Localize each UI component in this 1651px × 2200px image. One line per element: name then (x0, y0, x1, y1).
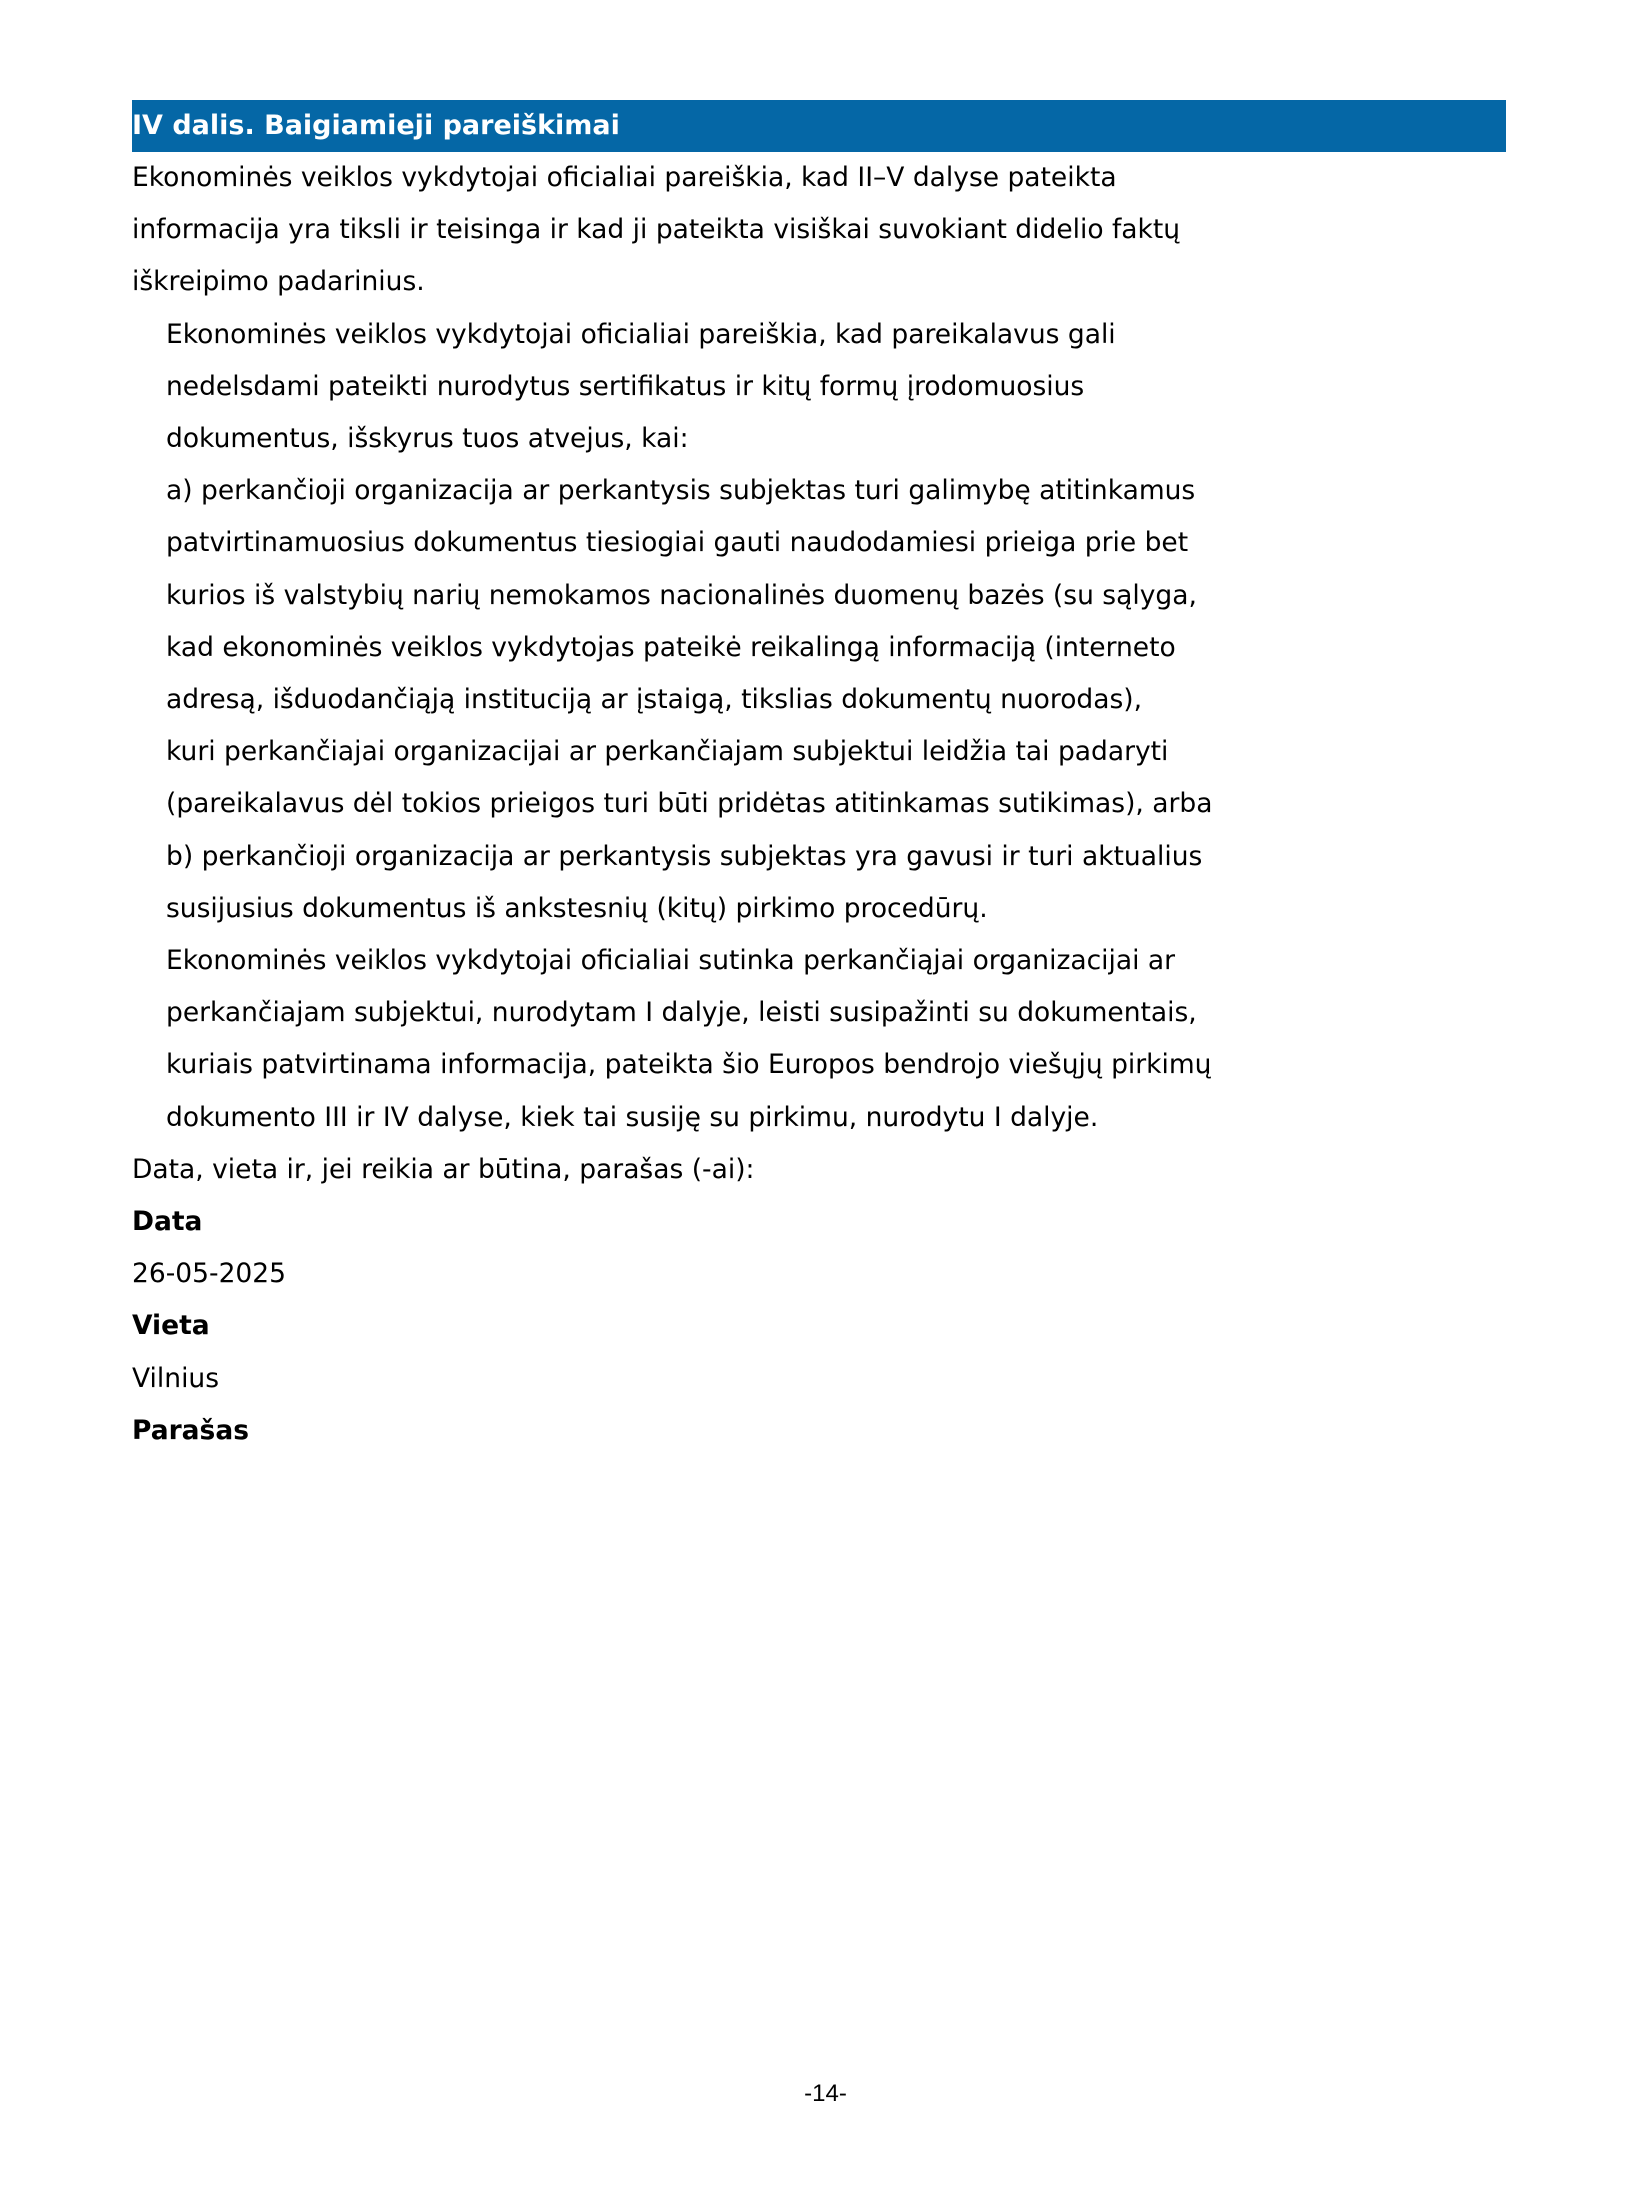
text-line: b) perkančioji organizacija ar perkantysis subjektas yra gavusi ir turi aktualius (166, 840, 1203, 872)
text-line: (pareikalavus dėl tokios prieigos turi būti pridėtas atitinkamas sutikimas), arba (166, 788, 1213, 820)
place-label: Vieta (132, 1310, 210, 1342)
page-number: -14- (804, 2080, 847, 2107)
text-line: perkančiajam subjektui, nurodytam I dalyje, leisti susipažinti su dokumentais, (166, 997, 1197, 1029)
text-line: kuri perkančiajai organizacijai ar perkančiajam subjektui leidžia tai padaryti (166, 736, 1169, 768)
text-line: kurios iš valstybių narių nemokamos nacionalinės duomenų bazės (su sąlyga, (166, 579, 1197, 611)
text-line: kuriais patvirtinama informacija, pateikta šio Europos bendrojo viešųjų pirkimų (166, 1049, 1212, 1081)
text-line: kad ekonominės veiklos vykdytojas pateikė reikalingą informaciją (interneto (166, 631, 1176, 663)
consent-paragraph (132, 309, 1532, 1144)
document-body (132, 152, 1532, 1457)
text-line: dokumento III ir IV dalyse, kiek tai susiję su pirkimu, nurodytu I dalyje. (166, 1101, 1099, 1133)
signature-label: Parašas (132, 1414, 249, 1446)
text-line: a) perkančioji organizacija ar perkantysis subjektas turi galimybę atitinkamus (166, 475, 1196, 507)
text-line: patvirtinamuosius dokumentus tiesiogiai gauti naudodamiesi prieiga prie bet (166, 527, 1189, 559)
text-line: informacija yra tiksli ir teisinga ir kad ji pateikta visiškai suvokiant didelio faktų (132, 214, 1181, 246)
text-line: Ekonominės veiklos vykdytojai oficialiai pareiškia, kad pareikalavus gali (166, 318, 1116, 350)
text-line: iškreipimo padarinius. (132, 266, 425, 298)
text-line: nedelsdami pateikti nurodytus sertifikatus ir kitų formų įrodomuosius (166, 370, 1085, 402)
declaration-paragraph (132, 152, 1532, 309)
date-value: 26-05-2025 (132, 1258, 287, 1290)
text-line: dokumentus, išskyrus tuos atvejus, kai: (166, 423, 689, 455)
text-line: Ekonominės veiklos vykdytojai oficialiai sutinka perkančiąjai organizacijai ar (166, 945, 1176, 977)
section-title: IV dalis. Baigiamieji pareiškimai (132, 100, 1506, 152)
text-line: adresą, išduodančiąją instituciją ar įstaigą, tikslias dokumentų nuorodas), (166, 684, 1143, 716)
text-line: Ekonominės veiklos vykdytojai oficialiai pareiškia, kad II–V dalyse pateikta (132, 162, 1117, 193)
place-value: Vilnius (132, 1362, 220, 1394)
signature-intro: Data, vieta ir, jei reikia ar būtina, parašas (-ai): (132, 1153, 755, 1185)
date-label: Data (132, 1206, 203, 1238)
text-line: susijusius dokumentus iš ankstesnių (kitų) pirkimo procedūrų. (166, 892, 988, 924)
